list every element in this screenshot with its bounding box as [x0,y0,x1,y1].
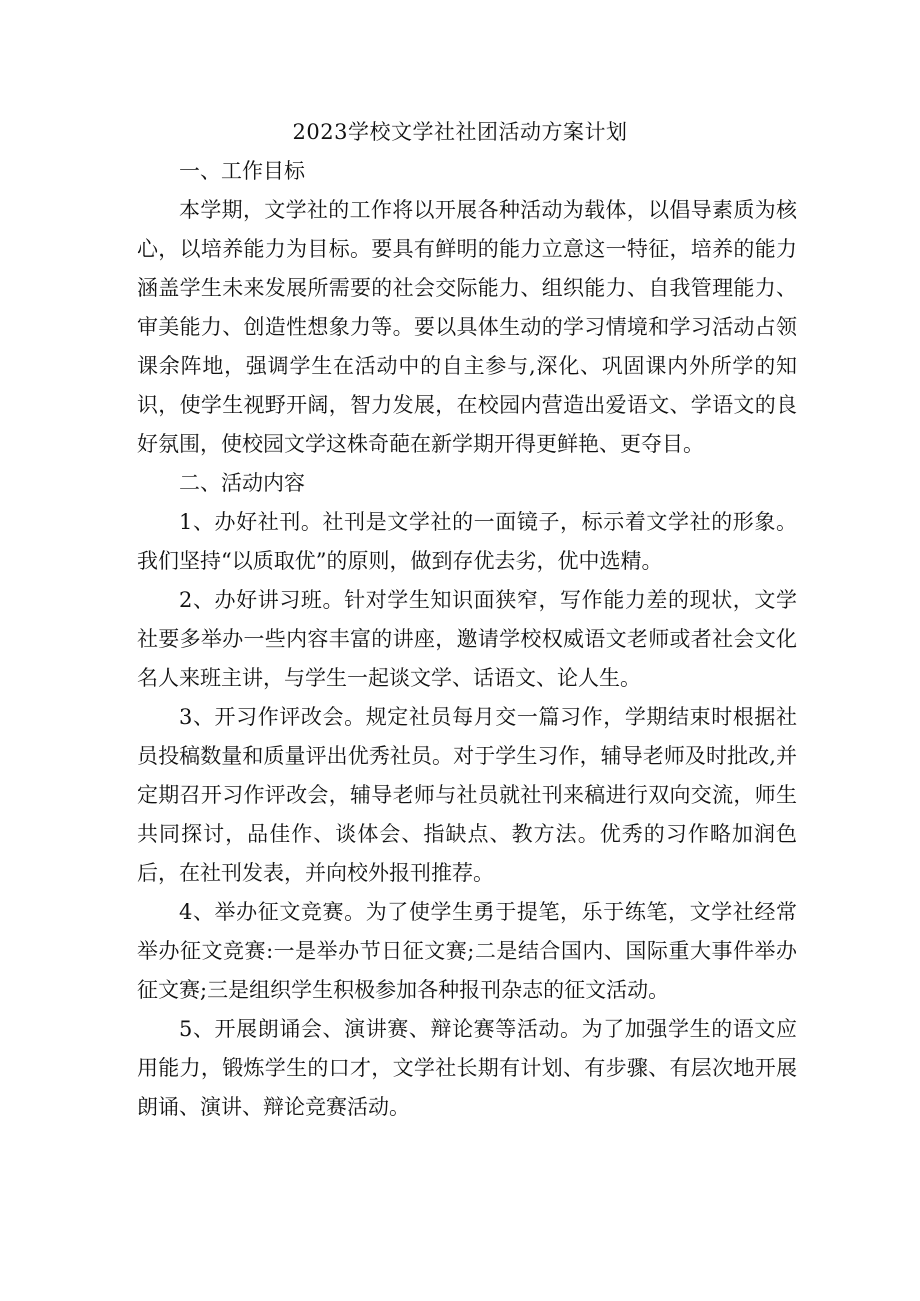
activity-item-2: 2、办好讲习班。针对学生知识面狭窄，写作能力差的现状，文学社要多举办一些内容丰富的讲座，邀请学校权威语文老师或者社会文化名人来班主讲，与学生一起谈文学、话语文、论人生。 [137,588,797,690]
section-heading-activities: 二、活动内容 [179,471,305,495]
document-title: 2023学校文学社社团活动方案计划 [292,120,628,144]
activity-item-1: 1、办好社刊。社刊是文学社的一面镜子，标示着文学社的形象。我们坚持“以质取优”的原则，做到存优去劣，优中选精。 [137,510,797,573]
section-heading-goals: 一、工作目标 [179,159,305,183]
section-paragraph-goals: 本学期，文学社的工作将以开展各种活动为载体，以倡导素质为核心，以培养能力为目标。要具有鲜明的能力立意这一特征，培养的能力涵盖学生未来发展所需要的社会交际能力、组织能力、自我管理能力、审美能力、创造性想象力等。要以具体生动的学习情境和学习活动占领课余阵地，强调学生在活动中的自主参与,深化、巩固课内外所学的知识，使学生视野开阔，智力发展，在校园内营造出爱语文、学语文的良好氛围，使校园文学这株奇葩在新学期开得更鲜艳、更夺目。 [137,198,797,456]
activity-item-3: 3、开习作评改会。规定社员每月交一篇习作，学期结束时根据社员投稿数量和质量评出优秀社员。对于学生习作，辅导老师及时批改,并定期召开习作评改会，辅导老师与社员就社刊来稿进行双向交流，师生共同探讨，品佳作、谈体会、指缺点、教方法。优秀的习作略加润色后，在社刊发表，并向校外报刊推荐。 [137,705,797,885]
activity-item-4: 4、举办征文竞赛。为了使学生勇于提笔，乐于练笔，文学社经常举办征文竞赛:一是举办节日征文赛;二是结合国内、国际重大事件举办征文赛;三是组织学生积极参加各种报刊杂志的征文活动。 [137,900,797,1002]
document-body [137,152,797,1127]
activity-item-5: 5、开展朗诵会、演讲赛、辩论赛等活动。为了加强学生的语文应用能力，锻炼学生的口才，文学社长期有计划、有步骤、有层次地开展朗诵、演讲、辩论竞赛活动。 [137,1017,797,1119]
